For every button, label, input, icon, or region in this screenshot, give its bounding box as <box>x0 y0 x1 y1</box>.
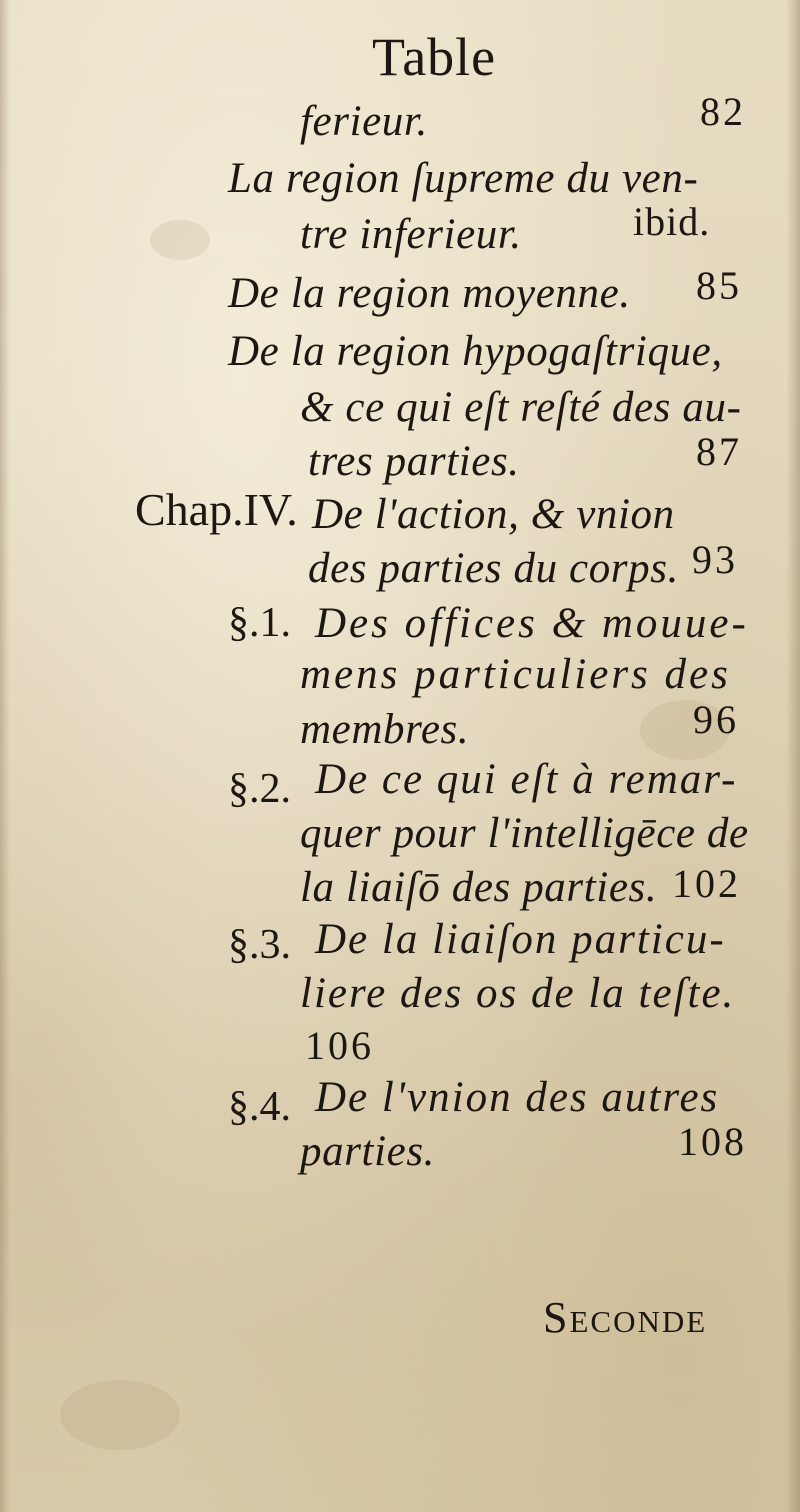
section-label: §.1. <box>228 600 291 646</box>
entry-page-number: 82 <box>700 89 746 134</box>
entry-page-number: 96 <box>693 697 739 742</box>
section-label: §.3. <box>228 922 291 968</box>
entry-page-number: 102 <box>672 861 741 906</box>
entry-text-line: tre inferieur. <box>300 211 522 258</box>
entry-text-line: des parties du corps. <box>308 545 679 592</box>
entry-text-line: De la region hypogaſtrique, <box>228 328 723 375</box>
entry-text-line: tres parties. <box>308 438 520 485</box>
entry-text-line: De l'vnion des autres <box>315 1074 720 1121</box>
section-label: §.4. <box>228 1084 291 1130</box>
paper-stain <box>60 1380 180 1450</box>
section-label: §.2. <box>228 766 291 812</box>
entry-text-line: membres. <box>300 706 470 753</box>
entry-page-number: 106 <box>305 1023 374 1068</box>
entry-text-line: De la region moyenne. <box>228 270 631 317</box>
chapter-label: Chap.IV. <box>135 484 298 535</box>
entry-text-line: liere des os de la teſte. <box>300 970 736 1017</box>
entry-page-number: 87 <box>696 429 742 474</box>
paper-stain <box>150 220 210 260</box>
running-header: Table <box>372 27 497 87</box>
page-shadow-left <box>0 0 10 1512</box>
entry-text-line: & ce qui eſt reſté des au- <box>300 384 742 431</box>
entry-text-line: ferieur. <box>300 98 428 145</box>
catchword: Seconde <box>543 1293 708 1342</box>
entry-text-line: De la liaiſon particu- <box>315 916 726 963</box>
page-shadow-right <box>786 0 800 1512</box>
entry-text-line: mens particuliers des <box>300 651 731 698</box>
entry-text-line: De l'action, & vnion <box>312 491 675 538</box>
entry-text-line: la liaiſō des parties. <box>300 864 658 911</box>
entry-page-number: 85 <box>696 263 742 308</box>
entry-page-number: 108 <box>678 1119 747 1164</box>
entry-page-number: ibid. <box>633 199 711 244</box>
entry-text-line: La region ſupreme du ven- <box>228 155 699 202</box>
entry-text-line: Des offices & mouue- <box>315 600 749 647</box>
entry-page-number: 93 <box>692 537 738 582</box>
entry-text-line: De ce qui eſt à remar- <box>315 756 738 803</box>
entry-text-line: parties. <box>300 1128 435 1175</box>
entry-text-line: quer pour l'intelligēce de <box>300 810 749 857</box>
